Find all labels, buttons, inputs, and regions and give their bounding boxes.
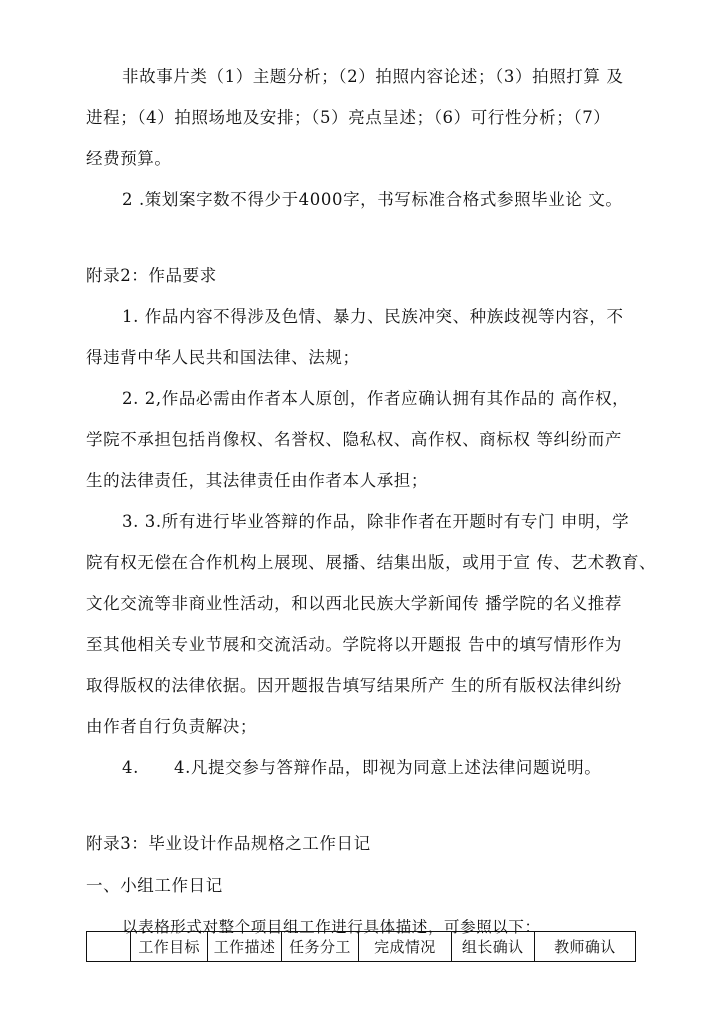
paragraph-line: 进程；（4）拍照场地及安排；（5）亮点呈述；（6）可行性分析；（7） bbox=[86, 108, 611, 127]
section-heading: 一、小组工作日记 bbox=[86, 876, 223, 895]
paragraph-line: 院有权无偿在合作机构上展现、展播、结集出版，或用于宣 传、艺术教育、 bbox=[86, 553, 657, 572]
table-header-cell: 工作描述 bbox=[208, 932, 281, 962]
table-header-cell: 组长确认 bbox=[451, 932, 534, 962]
paragraph-line: 文化交流等非商业性活动，和以西北民族大学新闻传 播学院的名义推荐 bbox=[86, 594, 622, 613]
table-header-cell bbox=[87, 932, 131, 962]
paragraph-line: 经费预算。 bbox=[86, 149, 172, 168]
paragraph-line: 得违背中华人民共和国法律、法规； bbox=[86, 348, 360, 367]
table-header-cell: 教师确认 bbox=[534, 932, 635, 962]
paragraph-line: 2 .策划案字数不得少于4000字，书写标准合格式参照毕业论 文。 bbox=[122, 190, 623, 209]
table-header-row bbox=[87, 932, 636, 962]
appendix-2-heading: 附录2：作品要求 bbox=[86, 266, 217, 285]
paragraph-line: 生的法律责任，其法律责任由作者本人承担； bbox=[86, 471, 428, 490]
paragraph-line: 2. 2,作品必需由作者本人原创，作者应确认拥有其作品的 高作权， bbox=[122, 389, 630, 408]
paragraph-line: 以表格形式对整个项目组工作进行具体描述，可参照以下： bbox=[122, 918, 541, 936]
appendix-3-heading: 附录3：毕业设计作品规格之工作日记 bbox=[86, 834, 371, 853]
table-header-cell: 完成情况 bbox=[359, 932, 452, 962]
paragraph-line: 学院不承担包括肖像权、名誉权、隐私权、高作权、商标权 等纠纷而产 bbox=[86, 430, 622, 449]
paragraph-line: 取得版权的法律依据。因开题报告填写结果所产 生的所有版权法律纠纷 bbox=[86, 676, 622, 695]
paragraph-line: 非故事片类（1）主题分析；（2）拍照内容论述；（3）拍照打算 及 bbox=[122, 67, 624, 86]
work-log-table-wrapper bbox=[86, 931, 636, 961]
paragraph-line: 1. 作品内容不得涉及色情、暴力、民族冲突、种族歧视等内容，不 bbox=[122, 307, 624, 326]
paragraph-line: 由作者自行负责解决； bbox=[86, 717, 257, 736]
paragraph-line: 至其他相关专业节展和交流活动。学院将以开题报 告中的填写情形作为 bbox=[86, 635, 622, 654]
table-header-cell: 工作目标 bbox=[131, 932, 208, 962]
work-log-table bbox=[86, 931, 636, 962]
paragraph-line: 3. 3.所有进行毕业答辩的作品，除非作者在开题时有专门 申明，学 bbox=[122, 512, 630, 531]
paragraph-line: 4. 4.凡提交参与答辩作品，即视为同意上述法律问题说明。 bbox=[122, 758, 602, 777]
table-header-cell: 任务分工 bbox=[281, 932, 358, 962]
